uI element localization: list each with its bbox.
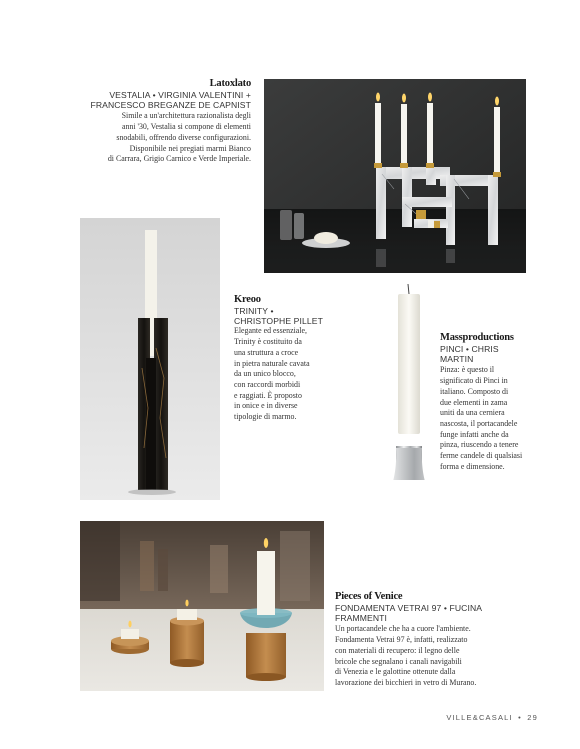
trinity-illustration <box>80 218 220 500</box>
vestalia-illustration <box>264 79 526 273</box>
description: Simile a un'architettura razionalista degli anni '30, Vestalia si compone di elementi snodabili, offrendo diverse configurazioni. Disponibile nei pregiati marmi Bianco di Carrara, Grigio Carnico e Verde Imperiale. <box>107 111 251 164</box>
photo-vestalia <box>264 79 526 273</box>
brand-name: Pieces of Venice <box>335 591 403 602</box>
fondamenta-illustration <box>80 521 324 691</box>
brand-name: Kreoo <box>234 294 261 305</box>
product-name: PINCI • CHRIS MARTIN <box>440 344 499 365</box>
photo-fondamenta-vetrai <box>80 521 324 691</box>
photo-trinity <box>80 218 220 500</box>
article-pieces-of-venice <box>335 591 535 689</box>
description: Pinza: è questo il significato di Pinci in italiano. Composto di due elementi in zama uniti da una cerniera nascosta, il portacandele funge infatti anche da pinza, riuscendo a tenere ferme candele di qualsiasi forma e dimensione. <box>440 365 523 471</box>
description: Un portacandele che ha a cuore l'ambiente. Fondamenta Vetrai 97 è, infatti, realizzato con materiali di recupero: il legno delle bricole che segnalano i canali navigabili di Venezia e le galottine ottenute dalla lavorazione dei bicchieri in vetro di Murano. <box>335 624 477 687</box>
page-number: 29 <box>527 713 538 722</box>
description: Elegante ed essenziale, Trinity è costituito da una struttura a croce in pietra naturale cavata da un unico blocco, con raccordi morbidi e raggiati. È proposto in onice e in diverse tipologie di marmo. <box>234 326 310 422</box>
article-massproductions <box>440 332 540 472</box>
page-footer <box>446 713 538 722</box>
product-name: VESTALIA • VIRGINIA VALENTINI + FRANCESCO BREGANZE DE CAPNIST <box>90 90 251 111</box>
article-kreoo <box>234 294 344 423</box>
product-name: FONDAMENTA VETRAI 97 • FUCINA FRAMMENTI <box>335 603 483 624</box>
brand-name: Latoxlato <box>209 78 251 89</box>
magazine-name: VILLE&CASALI <box>446 713 513 722</box>
article-latoxlato <box>88 78 251 165</box>
footer-separator: • <box>518 713 522 722</box>
brand-name: Massproductions <box>440 332 514 343</box>
product-name: TRINITY • CHRISTOPHE PILLET <box>234 306 323 327</box>
